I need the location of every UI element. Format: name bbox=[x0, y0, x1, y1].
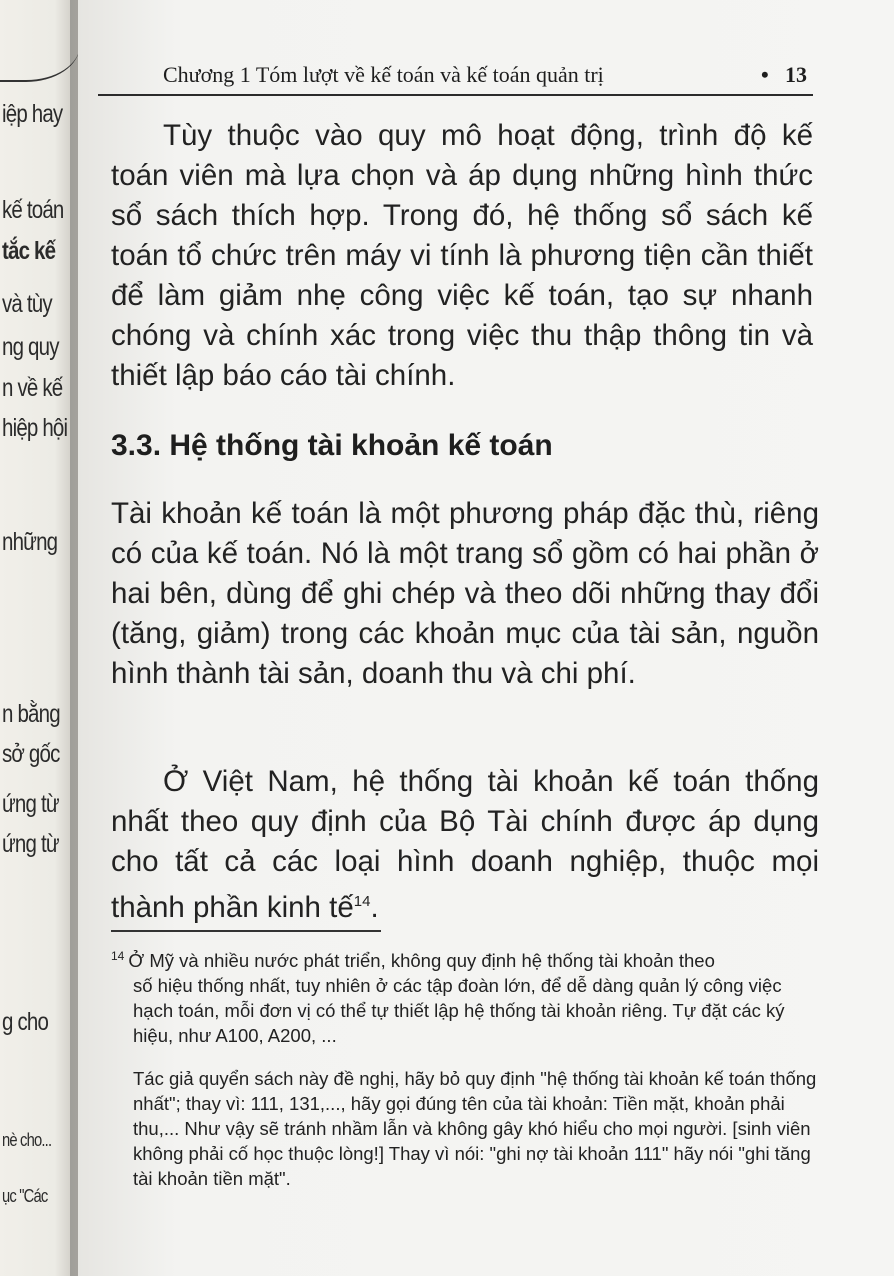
left-page-fragment: kế toán bbox=[2, 196, 64, 224]
left-page-fragment: g cho bbox=[2, 1008, 49, 1036]
left-page-fragment: iệp hay bbox=[2, 100, 63, 128]
author-note: Tác giả quyển sách này đề nghị, hãy bỏ quy định "hệ thống tài khoản kế toán thống nhất"; thay vì: 111, 131,..., hãy gọi đúng tên của tài khoản: Tiền mặt, khoản phải thu,... Như vậy sẽ tránh nhầm lẫn và không gây khó hiểu cho mọi người. [sinh viên không phải cố học thuộc lòng!] Thay vì nói: "ghi nợ tài khoản 111" hãy nói "ghi tăng tài khoản tiền mặt". bbox=[133, 1068, 817, 1189]
footnote-reference: 14 bbox=[353, 893, 371, 910]
left-page-fragment: ứng từ bbox=[2, 790, 59, 818]
paragraph-3: Ở Việt Nam, hệ thống tài khoản kế toán thống nhất theo quy định của Bộ Tài chính được áp dụng cho tất cả các loại hình doanh nghiệp, thuộc mọi thành phần kinh tế$^{14}$. bbox=[111, 765, 819, 924]
left-page-fragment: tắc kế bbox=[2, 237, 56, 265]
left-page-fragment: nè cho... bbox=[2, 1130, 52, 1150]
chapter-title: Chương 1 Tóm lượt về kế toán và kế toán quản trị bbox=[163, 62, 604, 87]
running-header bbox=[163, 62, 813, 92]
left-page-fragment: và tùy bbox=[2, 290, 52, 318]
footnote-rule bbox=[111, 930, 381, 932]
header-rule bbox=[98, 94, 813, 96]
left-page-fragment: ục "Các bbox=[2, 1186, 48, 1206]
header-bullet: • bbox=[761, 62, 769, 87]
left-page-fragment: ứng từ bbox=[2, 830, 59, 858]
footnote-14-rest: số hiệu thống nhất, tuy nhiên ở các tập đoàn lớn, để dễ dàng quản lý công việc hạch toán, mỗi đơn vị có thể tự thiết lập hệ thống tài khoản riêng. Tự đặt các ký hiệu, như A100, A200, ... bbox=[133, 975, 785, 1047]
left-page-fragment: những bbox=[2, 528, 58, 556]
left-page-fragment: sở gốc bbox=[2, 740, 60, 768]
paragraph-1: Tùy thuộc vào quy mô hoạt động, trình độ kế toán viên mà lựa chọn và áp dụng những hình thức sổ sách thích hợp. Trong đó, hệ thống sổ sách kế toán tổ chức trên máy vi tính là phương tiện cần thiết để làm giảm nhẹ công việc kế toán, tạo sự nhanh chóng và chính xác trong việc thu thập thông tin và thiết lập báo cáo tài chính. bbox=[111, 119, 813, 392]
left-page-fragment: hiệp hội bbox=[2, 414, 68, 442]
footnote-14 bbox=[111, 944, 826, 1048]
page-number: 13 bbox=[785, 62, 807, 87]
left-page-fragment: n bằng bbox=[2, 700, 60, 728]
left-page-edge bbox=[0, 0, 78, 1276]
section-heading: 3.3. Hệ thống tài khoản kế toán bbox=[111, 429, 553, 462]
paragraph-2: Tài khoản kế toán là một phương pháp đặc thù, riêng có của kế toán. Nó là một trang sổ gồm có hai phần ở hai bên, dùng để ghi chép và theo dõi những thay đổi (tăng, giảm) trong các khoản mục của tài sản, nguồn hình thành tài sản, doanh thu và chi phí. bbox=[111, 497, 819, 690]
left-page-curve bbox=[0, 20, 78, 82]
book-page bbox=[78, 0, 894, 1276]
left-page-fragment: n về kế bbox=[2, 374, 63, 402]
left-page-fragment: ng quy bbox=[2, 333, 59, 361]
footnote-14-first-line: Ở Mỹ và nhiều nước phát triển, không quy định hệ thống tài khoản theo bbox=[128, 950, 715, 972]
footnote-number: 14 bbox=[111, 949, 125, 963]
paragraph-3-text: Ở Việt Nam, hệ thống tài khoản kế toán thống nhất theo quy định của Bộ Tài chính được áp dụng cho tất cả các loại hình doanh nghiệp, thuộc mọi thành phần kinh tế bbox=[111, 765, 819, 924]
